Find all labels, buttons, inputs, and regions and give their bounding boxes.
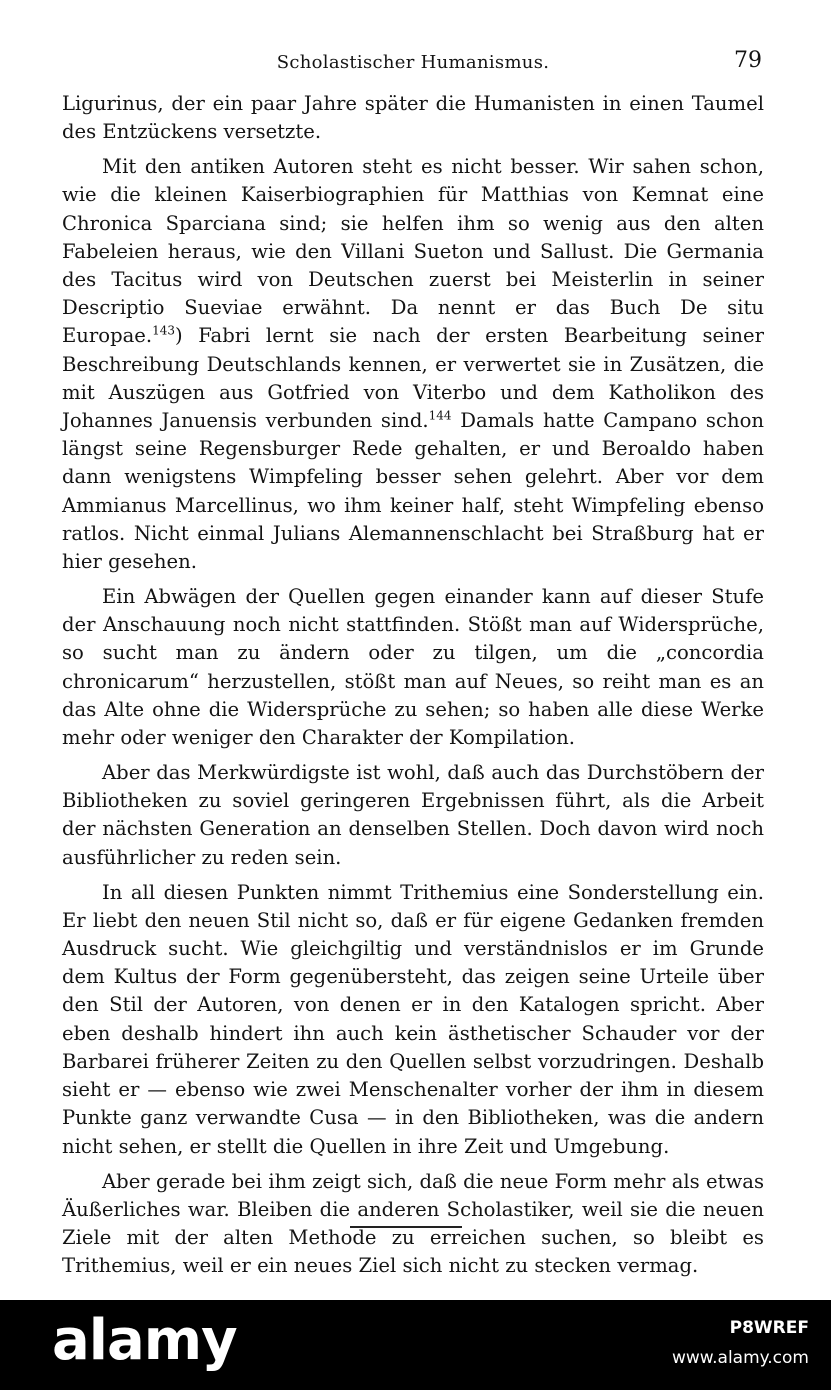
body-text bbox=[62, 90, 764, 1287]
paragraph bbox=[62, 1168, 764, 1281]
running-head: Scholastischer Humanismus. bbox=[276, 52, 550, 73]
paragraph bbox=[62, 759, 764, 872]
watermark-image-id: P8WREF bbox=[729, 1318, 809, 1338]
footnote-reference: 144 bbox=[428, 408, 452, 423]
paragraph-text: Mit den antiken Autoren steht es nicht besser. Wir sahen schon, wie die kleinen Kaiserbiographien für Matthias von Kemnat eine Chronica Sparciana sind; sie helfen ihm so wenig aus den alten Fabeleien heraus, wie den Villani Sueton und Sallust. Die Germania des Tacitus wird von Deutschen zuerst bei Meisterlin in seiner Descriptio Sueviae erwähnt. Da nennt er das Buch De situ Europae. bbox=[62, 155, 764, 348]
watermark-banner bbox=[0, 1300, 831, 1390]
paragraph bbox=[62, 90, 764, 146]
watermark-url: www.alamy.com bbox=[671, 1348, 809, 1368]
paragraph bbox=[62, 153, 764, 576]
paragraph-text: Ein Abwägen der Quellen gegen einander kann auf dieser Stufe der Anschauung noch nicht stattfinden. Stößt man auf Widersprüche, so sucht man zu ändern oder zu tilgen, um die „concordia chronicarum“ herzustellen, stößt man auf Neues, so reiht man es an das Alte ohne die Widersprüche zu sehen; so haben alle diese Werke mehr oder weniger den Charakter der Kompilation. bbox=[62, 585, 764, 750]
paragraph-text: Ligurinus, der ein paar Jahre später die Humanisten in einen Taumel des Entzückens versetzte. bbox=[62, 92, 764, 144]
paragraph-text: Aber das Merkwürdigste ist wohl, daß auch das Durchstöbern der Bibliotheken zu soviel geringeren Ergebnissen führt, als die Arbeit der nächsten Generation an denselben Stellen. Doch davon wird noch ausführlicher zu reden sein. bbox=[62, 761, 764, 869]
section-end-rule bbox=[350, 1226, 462, 1228]
page-header bbox=[60, 48, 766, 82]
paragraph-text: ) Fabri lernt sie nach der ersten Bearbeitung seiner Beschreibung Deutschlands kennen, er verwertet sie in Zusätzen, die mit Auszügen aus Gotfried von Viterbo und dem Katholikon des Johannes Januensis verbunden sind. bbox=[62, 324, 764, 433]
paragraph bbox=[62, 583, 764, 752]
paragraph-text: Damals hatte Campano schon längst seine Regensburger Rede gehalten, er und Beroaldo haben dann wenigstens Wimpfeling besser sehen gelehrt. Aber vor dem Ammianus Marcellinus, wo ihm keiner half, steht Wimpfeling ebenso ratlos. Nicht einmal Julians Alemannenschlacht bei Straßburg hat er hier gesehen. bbox=[62, 409, 764, 574]
paragraph bbox=[62, 879, 764, 1161]
paragraph-text: Aber gerade bei ihm zeigt sich, daß die neue Form mehr als etwas Äußerliches war. Bleiben die anderen Scholastiker, weil sie die neuen Ziele mit der alten Methode zu erreichen suchen, so bleibt es Trithemius, weil er ein neues Ziel sich nicht zu stecken vermag. bbox=[62, 1169, 764, 1278]
footnote-reference: 143 bbox=[152, 323, 176, 338]
watermark-brand: alamy bbox=[52, 1308, 237, 1373]
page-number: 79 bbox=[734, 48, 762, 73]
paragraph-text: In all diesen Punkten nimmt Trithemius eine Sonderstellung ein. Er liebt den neuen Stil nicht so, daß er für eigene Gedanken fremden Ausdruck sucht. Wie gleichgiltig und verständnislos er im Grunde dem Kultus der Form gegenübersteht, das zeigen seine Urteile über den Stil der Autoren, von denen er in den Katalogen spricht. Aber eben deshalb hindert ihn auch kein ästhetischer Schauder vor der Barbarei früherer Zeiten zu den Quellen selbst vorzudringen. Deshalb sieht er — ebenso wie zwei Menschenalter vorher der ihm in diesem Punkte ganz verwandte Cusa — in den Bibliotheken, was die andern nicht sehen, er stellt die Quellen in ihre Zeit und Umgebung. bbox=[62, 880, 764, 1158]
